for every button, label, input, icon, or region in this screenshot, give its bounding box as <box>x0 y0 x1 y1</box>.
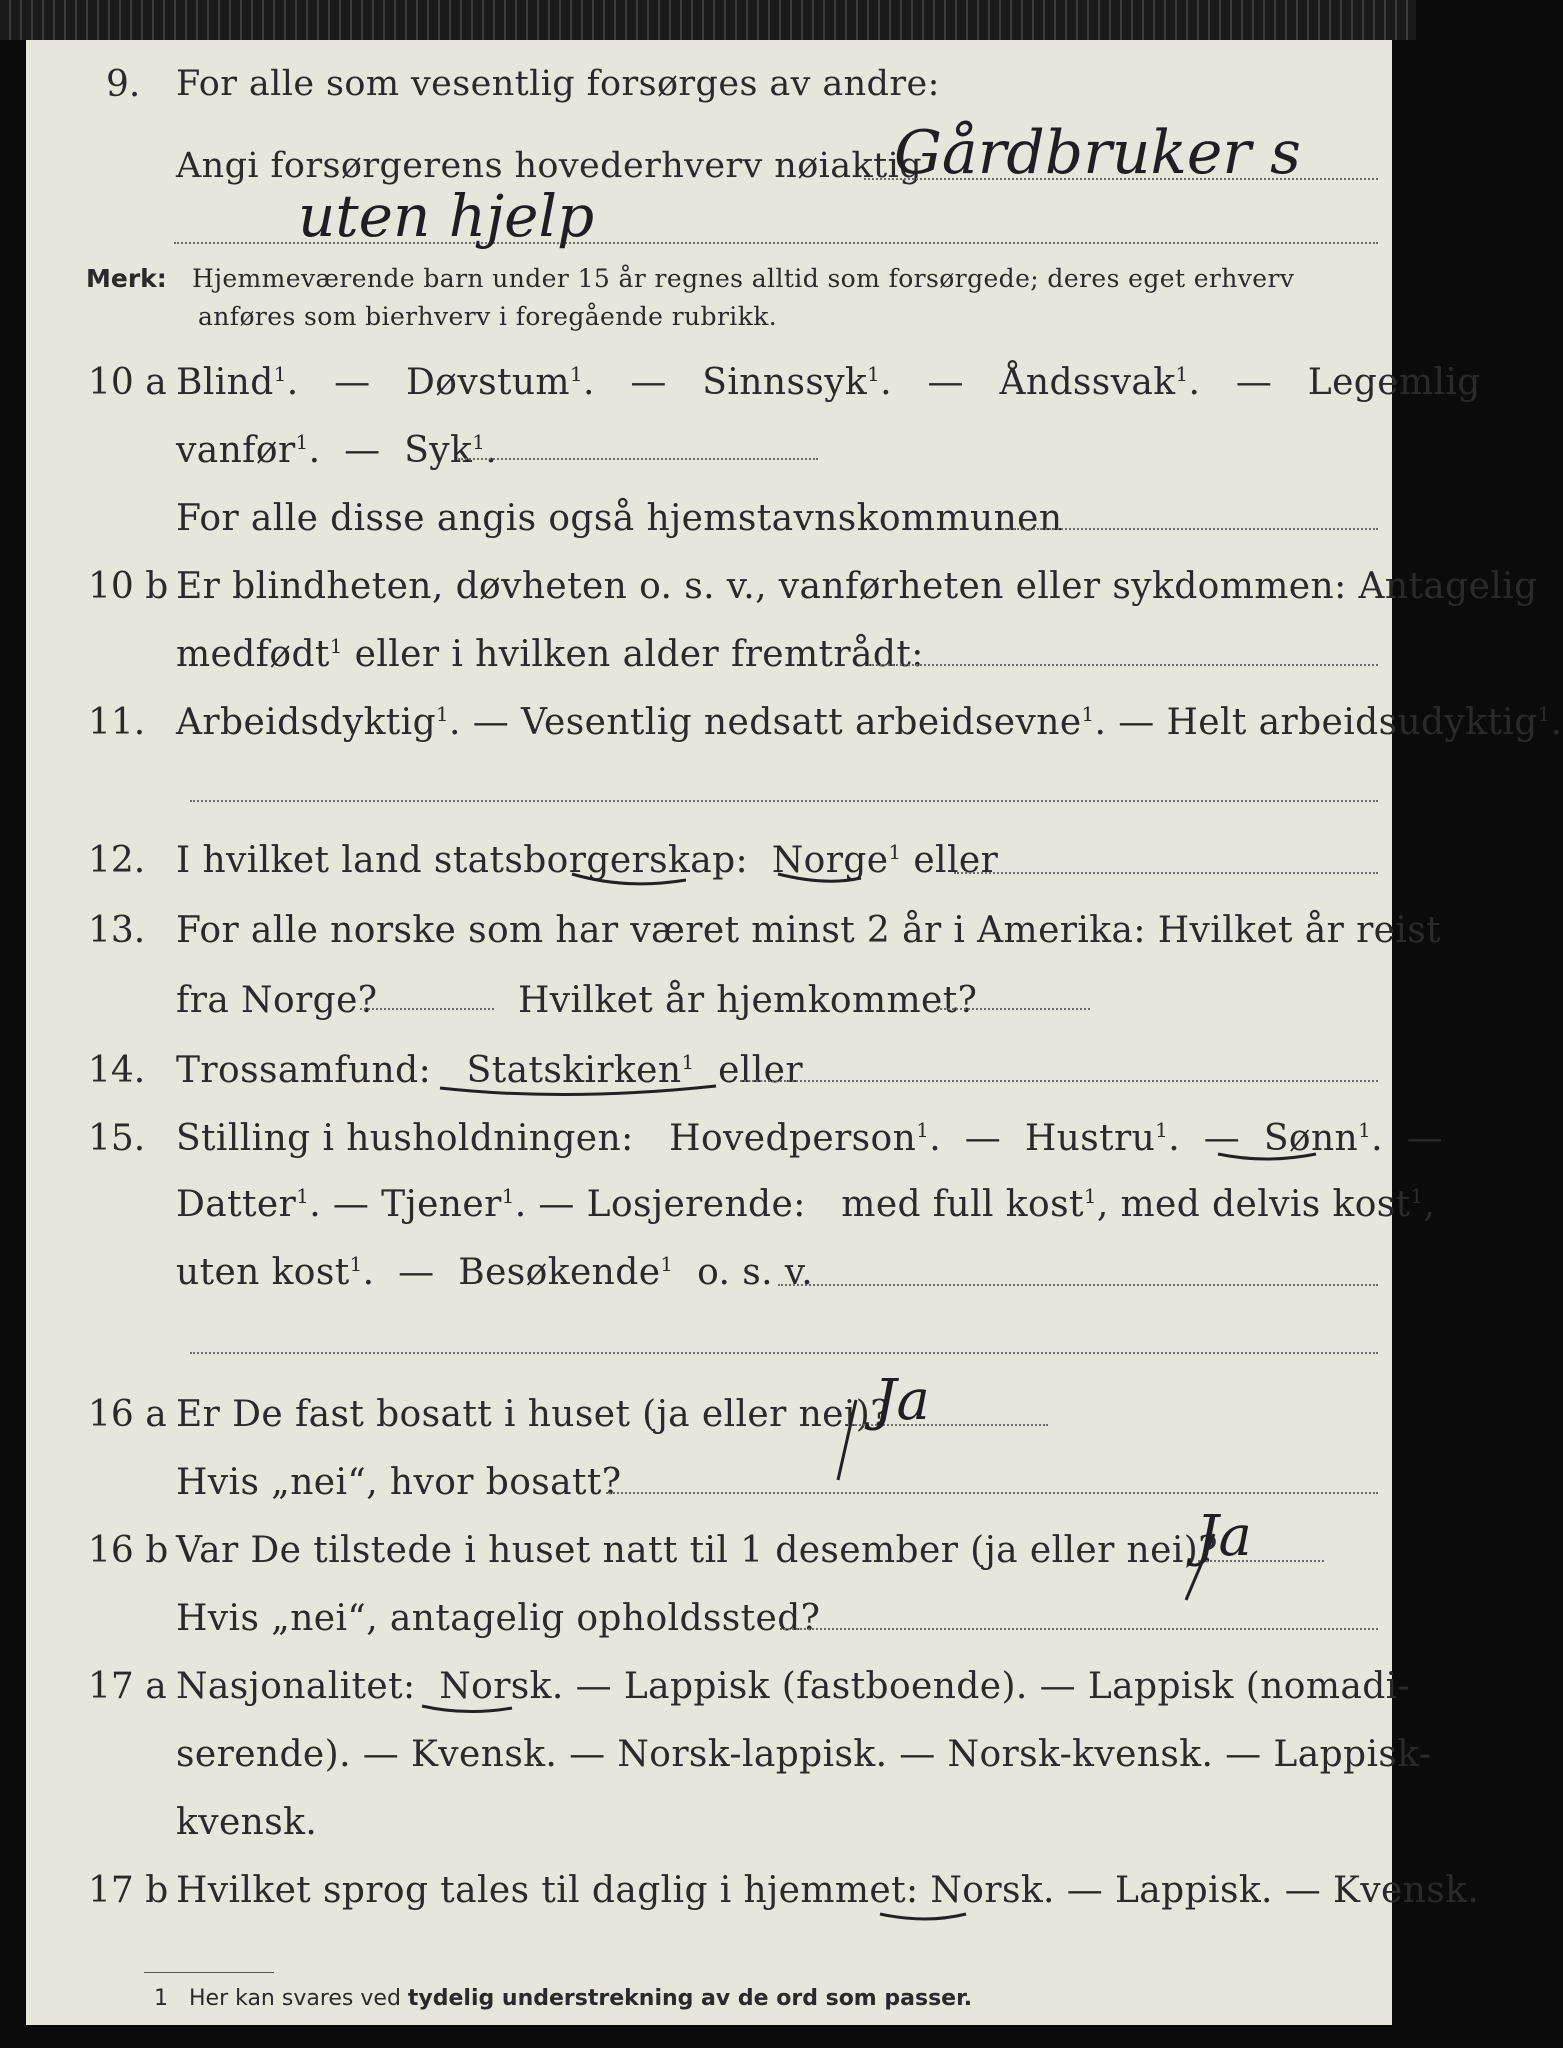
q13-number: 13. <box>88 910 146 951</box>
q9-line1: For alle som vesentlig forsørges av andre: <box>176 64 940 104</box>
note-line2: anføres som bierhverv i foregående rubrikk. <box>198 302 778 331</box>
q13-line2a: fra Norge? <box>176 980 378 1021</box>
q14-answer-statskirken: Statskirken <box>466 1050 682 1091</box>
q15-hustru: Hustru <box>1024 1118 1156 1159</box>
handwritten-underlines <box>26 40 1392 2025</box>
q17b-number: 17 b <box>88 1870 169 1911</box>
footnote: 1 Her kan svares ved tydelig understrekning av de ord som passer. <box>154 1986 973 2011</box>
q16a-line2: Hvis „nei“, hvor bosatt? <box>176 1462 622 1503</box>
q17b-line: Hvilket sprog tales til daglig i hjemmet: Norsk. — Lappisk. — Kvensk. <box>176 1870 1480 1911</box>
q10a-line3: For alle disse angis også hjemstavnskommunen <box>176 498 1063 539</box>
q11-arbeidsdyktig: Arbeidsdyktig <box>176 702 437 743</box>
q14-line: Trossamfund: Statskirken$^1$ eller <box>176 1050 803 1091</box>
q15-line1: Stilling i husholdningen: Hovedperson$^1$. — Hustru$^1$. — Sønn$^1$. — <box>176 1118 1444 1159</box>
q10a-legemlig: Legemlig <box>1307 362 1481 403</box>
q10a-syk: Syk <box>404 430 473 471</box>
q12-answer-norge: Norge <box>771 840 889 881</box>
q16a-number: 16 a <box>88 1394 167 1435</box>
q17a-number: 17 a <box>88 1666 167 1707</box>
note-line1: Hjemmeværende barn under 15 år regnes alltid som forsørgede; deres eget erhverv <box>192 264 1295 293</box>
q16b-handwritten-answer: Ja <box>1196 1504 1252 1569</box>
q16a-line1: Er De fast bosatt i huset (ja eller nei)? <box>176 1394 890 1435</box>
q11-udyktig: Helt arbeidsudyktig <box>1166 702 1538 743</box>
q16b-line2: Hvis „nei“, antagelig opholdssted? <box>176 1598 821 1639</box>
scan-top-edge <box>0 0 1416 40</box>
q10a-number: 10 a <box>88 362 167 403</box>
q10a-vanfor: vanfør <box>176 430 296 471</box>
q11-number: 11. <box>88 702 146 743</box>
q13-line2b: Hvilket år hjemkommet? <box>518 980 978 1021</box>
q12-line: I hvilket land statsborgerskap: Norge$^1$ eller <box>176 840 999 881</box>
q9-number: 9. <box>106 64 141 105</box>
q10a-sinnssyk: Sinnssyk <box>702 362 868 403</box>
q15-hovedperson: Hovedperson <box>669 1118 917 1159</box>
q16b-line1: Var De tilstede i huset natt til 1 desember (ja eller nei)? <box>176 1530 1218 1571</box>
q15-number: 15. <box>88 1118 146 1159</box>
q16b-number: 16 b <box>88 1530 169 1571</box>
q15-line2: Datter$^1$. — Tjener$^1$. — Losjerende: med full kost$^1$, med delvis kost$^1$, <box>176 1184 1436 1225</box>
q10b-number: 10 b <box>88 566 169 607</box>
q17a-answer-norsk: Norsk. <box>439 1666 564 1707</box>
q9-handwritten-occupation-cont: uten hjelp <box>298 182 595 250</box>
q10a-line1: Blind$^1$. — Døvstum$^1$. — Sinnssyk$^1$. — Åndssvak$^1$. — Legemlig <box>176 362 1481 403</box>
q15-line3: uten kost$^1$. — Besøkende$^1$ o. s. v. <box>176 1252 814 1293</box>
q14-number: 14. <box>88 1050 146 1091</box>
q9-line2: Angi forsørgerens hovederhverv nøiaktig <box>176 146 923 186</box>
q17b-answer-norsk: Norsk. <box>930 1870 1055 1911</box>
q10a-blind: Blind <box>176 362 274 403</box>
q10b-line2: medfødt$^1$ eller i hvilken alder fremtrådt: <box>176 634 924 675</box>
q15-sonn: Sønn <box>1263 1118 1359 1159</box>
q9-handwritten-occupation: Gårdbruker s <box>894 118 1301 188</box>
q13-line1: For alle norske som har været minst 2 år i Amerika: Hvilket år reist <box>176 910 1442 951</box>
q10a-andssvak: Åndssvak <box>999 362 1176 403</box>
q10a-dovstum: Døvstum <box>406 362 570 403</box>
census-form-page <box>26 40 1563 2025</box>
q10a-line2: vanfør$^1$. — Syk$^1$. <box>176 430 498 471</box>
q10b-line1: Er blindheten, døvheten o. s. v., vanførheten eller sykdommen: Antagelig <box>176 566 1538 607</box>
q16a-handwritten-answer: Ja <box>874 1368 930 1433</box>
q11-line: Arbeidsdyktig$^1$. — Vesentlig nedsatt arbeidsevne$^1$. — Helt arbeidsudyktig$^1$. <box>176 702 1563 743</box>
note-label: Merk: <box>86 264 167 293</box>
q17a-line1: Nasjonalitet: Norsk. — Lappisk (fastboende). — Lappisk (nomadi- <box>176 1666 1411 1707</box>
q12-number: 12. <box>88 840 146 881</box>
q11-nedsatt: Vesentlig nedsatt arbeidsevne <box>520 702 1082 743</box>
q17a-line2: serende). — Kvensk. — Norsk-lappisk. — Norsk-kvensk. — Lappisk- <box>176 1734 1432 1775</box>
q17a-line3: kvensk. <box>176 1802 318 1843</box>
